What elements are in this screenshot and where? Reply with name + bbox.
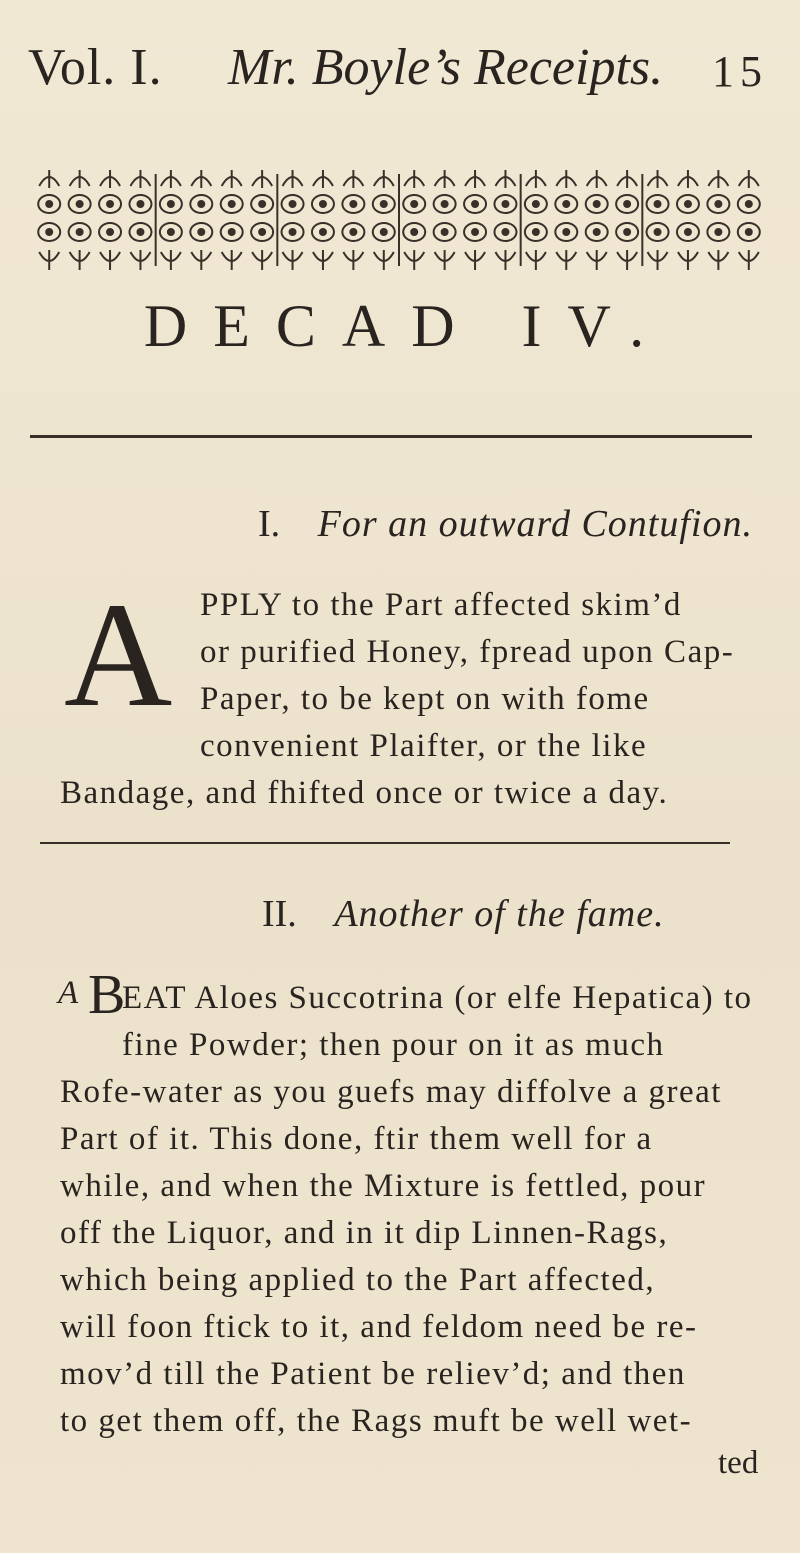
ornament-motif	[342, 170, 364, 270]
text-line: Bandage, and fhifted once or twice a day.	[60, 775, 669, 811]
ornament-motif	[160, 170, 182, 270]
receipt-heading	[258, 502, 753, 546]
decade-heading: DECAD IV.	[143, 293, 671, 359]
catchword: ted	[718, 1445, 759, 1481]
decorative-ornament-band	[34, 166, 764, 276]
text-line: fine Powder; then pour on it as much	[122, 1027, 665, 1063]
drop-cap: B	[88, 964, 126, 1026]
text-line: or purified Honey, fpread upon Cap-	[200, 634, 735, 670]
text-line: off the Liquor, and in it dip Linnen-Rags,	[60, 1215, 669, 1251]
text-line: EAT Aloes Succotrina (or elfe Hepatica) to	[122, 980, 753, 1016]
ornament-motif	[282, 170, 304, 270]
lead-letter: A	[58, 975, 79, 1011]
text-line: convenient Plaifter, or the like	[200, 728, 648, 764]
ornament-motif	[738, 170, 760, 270]
text-line: Paper, to be kept on with fome	[200, 681, 650, 717]
text-line: mov’d till the Patient be reliev’d; and then	[60, 1356, 686, 1392]
text-line: Part of it. This done, ftir them well for a	[60, 1121, 653, 1157]
ornament-motif	[464, 170, 486, 270]
ornament-motif	[434, 170, 456, 270]
text-line: which being applied to the Part affected,	[60, 1262, 656, 1298]
ornament-motif	[221, 170, 243, 270]
text-line: PPLY to the Part affected skim’d	[200, 587, 682, 623]
receipt-title: Another of the fame.	[334, 893, 665, 935]
page-number: 15	[712, 47, 768, 96]
ornament-motif	[99, 170, 121, 270]
running-head	[28, 38, 772, 108]
divider-rule	[40, 842, 730, 844]
ornament-motif	[190, 170, 212, 270]
receipt-heading	[262, 892, 665, 936]
receipt-number: I.	[258, 503, 281, 545]
ornament-motif	[677, 170, 699, 270]
ornament-motif	[403, 170, 425, 270]
receipt-body	[60, 572, 760, 817]
ornament-motif	[555, 170, 577, 270]
ornament-motif	[525, 170, 547, 270]
ornament-motif	[373, 170, 395, 270]
text-line: while, and when the Mixture is fettled, pour	[60, 1168, 707, 1204]
book-title: Mr. Boyle’s Receipts.	[228, 39, 664, 96]
divider-rule	[30, 435, 752, 438]
receipt-title: For an outward Contufion.	[317, 503, 753, 545]
ornament-motif	[312, 170, 334, 270]
ornament-motif	[494, 170, 516, 270]
receipt-body	[60, 975, 760, 1445]
ornament-motif	[586, 170, 608, 270]
ornament-motif	[69, 170, 91, 270]
text-line: Rofe-water as you guefs may diffolve a great	[60, 1074, 722, 1110]
drop-cap: A	[64, 572, 173, 738]
ornament-motif	[38, 170, 60, 270]
receipt-number: II.	[262, 893, 297, 935]
text-line: will foon ftick to it, and feldom need be re-	[60, 1309, 698, 1345]
ornament-motif	[129, 170, 151, 270]
ornament-motif	[647, 170, 669, 270]
ornament-motif	[616, 170, 638, 270]
ornament-motif	[707, 170, 729, 270]
ornament-motif	[251, 170, 273, 270]
text-line: to get them off, the Rags muft be well wet-	[60, 1403, 693, 1439]
volume-label: Vol. I.	[28, 39, 163, 96]
